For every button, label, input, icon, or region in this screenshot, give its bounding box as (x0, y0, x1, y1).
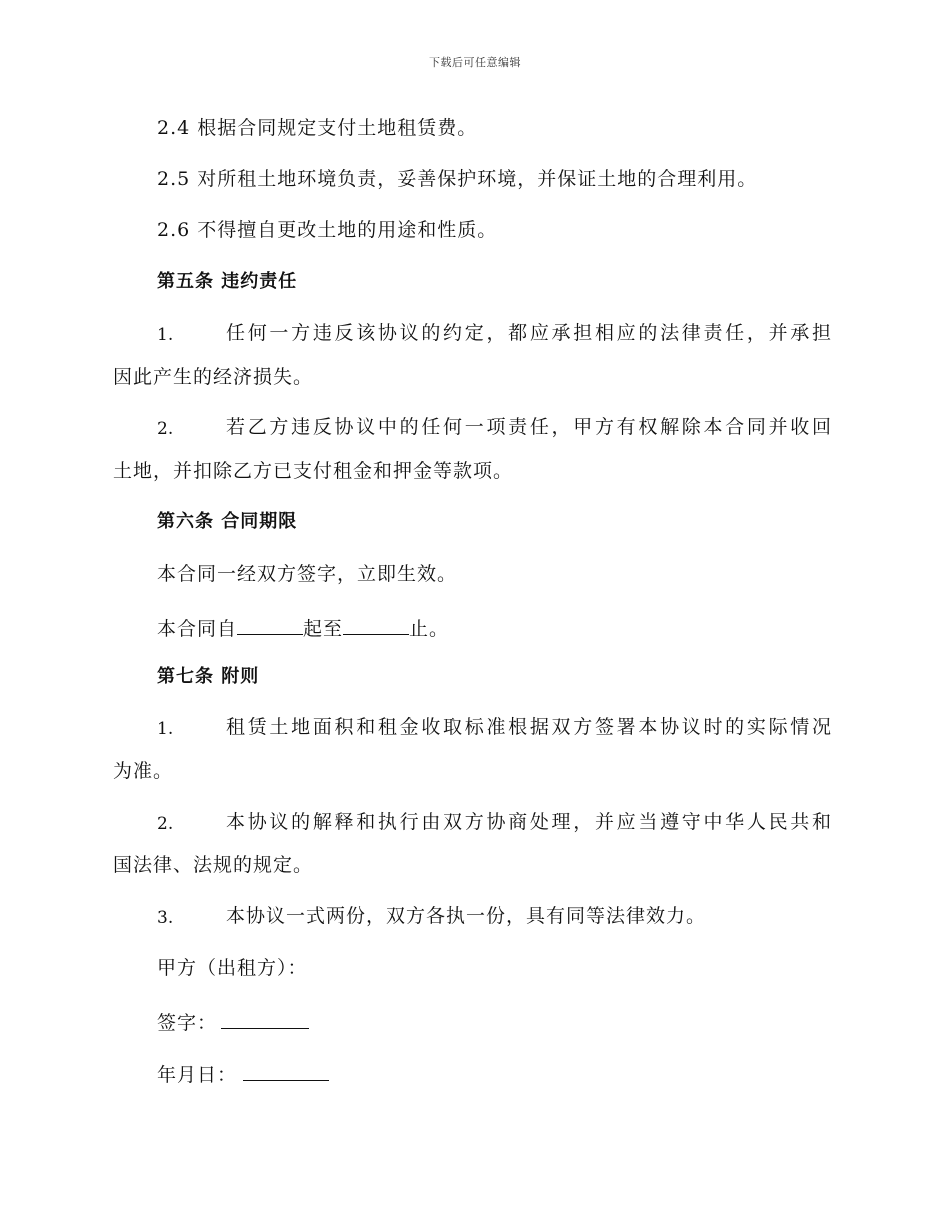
article-7-item-2-continuation: 国法律、法规的规定。 (113, 854, 314, 876)
date-label: 年月日： (157, 1064, 238, 1086)
article-7-item-1-number: 1. (157, 719, 174, 739)
end-date-blank (343, 614, 409, 635)
article-7-item-3-number: 3. (157, 908, 174, 928)
article-7-title: 第七条 附则 (157, 666, 260, 687)
article-5-item-2-number: 2. (157, 419, 174, 439)
party-a-label: 甲方（出租方）： (157, 957, 308, 979)
article-7-item-1-text: 租赁土地面积和租金收取标准根据双方签署本协议时的实际情况 (226, 716, 832, 738)
signature-label: 签字： (157, 1012, 218, 1034)
clause-2-5: 2.5 对所租土地环境负责，妥善保护环境，并保证土地的合理利用。 (157, 168, 758, 190)
clause-2-6: 2.6 不得擅自更改土地的用途和性质。 (157, 219, 498, 241)
article-5-item-2-text: 若乙方违反协议中的任何一项责任，甲方有权解除本合同并收回 (226, 416, 832, 438)
period-suffix: 止。 (409, 618, 450, 640)
contract-period-line (157, 614, 449, 641)
clause-2-4: 2.4 根据合同规定支付土地租赁费。 (157, 117, 478, 139)
start-date-blank (237, 614, 303, 635)
page-header: 下载后可任意编辑 (429, 56, 521, 69)
article-5-item-1-number: 1. (157, 325, 174, 345)
period-mid: 起至 (303, 618, 344, 640)
article-5-title: 第五条 违约责任 (157, 271, 298, 292)
article-5-item-1-text: 任何一方违反该协议的约定，都应承担相应的法律责任，并承担 (226, 322, 832, 344)
article-7-item-2-number: 2. (157, 814, 174, 834)
date-line (157, 1060, 329, 1087)
date-blank[interactable] (243, 1060, 329, 1081)
article-6-title: 第六条 合同期限 (157, 511, 298, 532)
signature-blank[interactable] (221, 1008, 309, 1029)
article-5-item-2-continuation: 土地，并扣除乙方已支付租金和押金等款项。 (113, 460, 514, 482)
article-7-item-3-text: 本协议一式两份，双方各执一份，具有同等法律效力。 (226, 905, 707, 927)
article-5-item-1-continuation: 因此产生的经济损失。 (113, 366, 314, 388)
article-7-item-1-continuation: 为准。 (113, 760, 174, 782)
article-7-item-2-text: 本协议的解释和执行由双方协商处理，并应当遵守中华人民共和 (226, 811, 832, 833)
signature-line (157, 1008, 309, 1035)
contract-effective-text: 本合同一经双方签字，立即生效。 (157, 563, 458, 585)
period-prefix: 本合同自 (157, 618, 238, 640)
